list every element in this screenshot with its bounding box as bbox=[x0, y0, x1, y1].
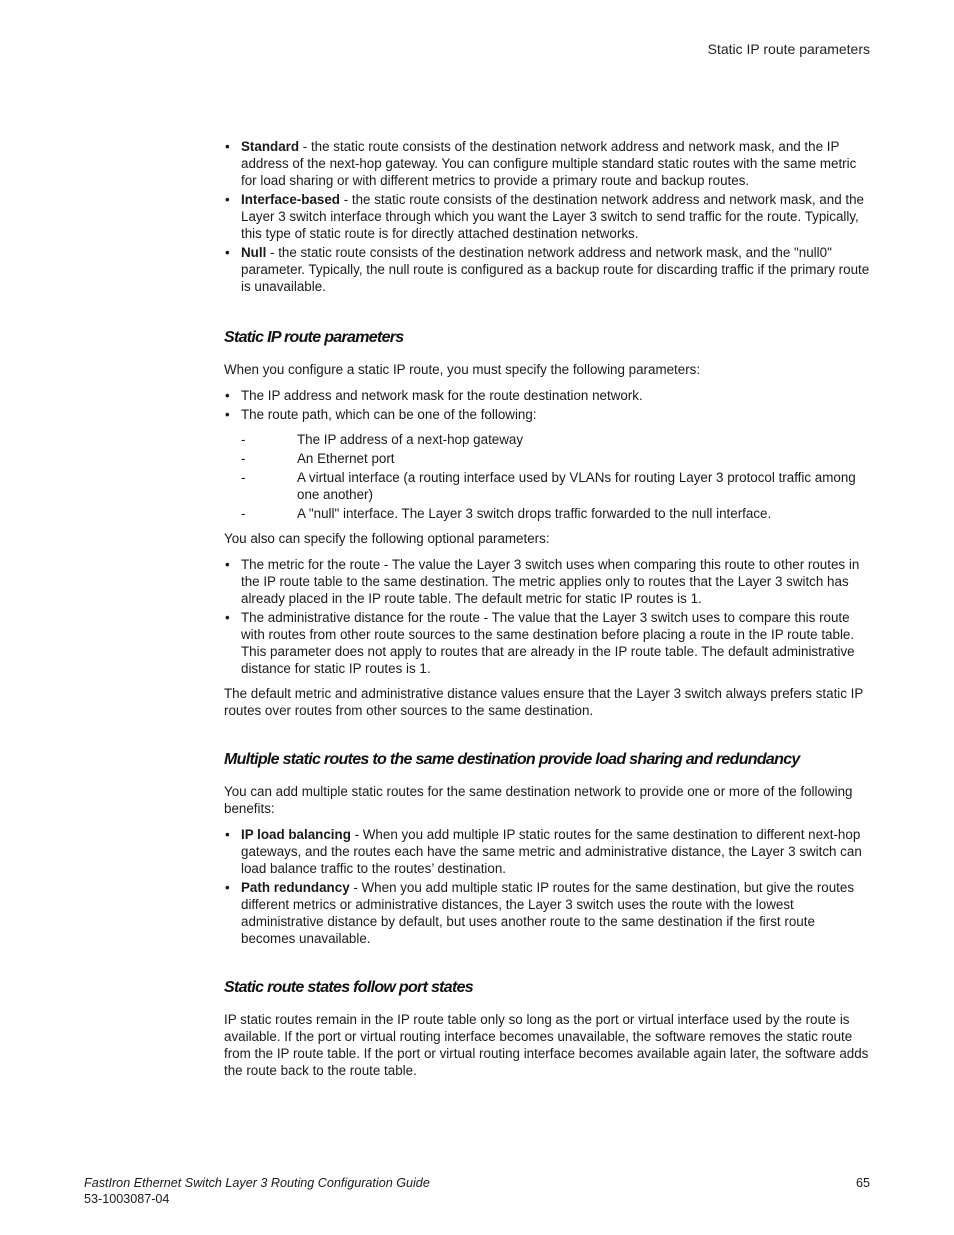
definition: - the static route consists of the destination network address and network mask, and the IP address of the next-hop gateway. You can configure multiple standard static routes with the same metric for load sharing or with different metrics to provide a primary route and backup routes. bbox=[241, 139, 857, 188]
paragraph: You can add multiple static routes for the same destination network to provide one or more of the following benefits: bbox=[224, 784, 853, 816]
footer-doc-info bbox=[84, 1175, 430, 1207]
list-item: - An Ethernet port bbox=[224, 450, 870, 467]
list-item: • The administrative distance for the route - The value that the Layer 3 switch uses to compare this route with routes from other route sources to the same destination before placing a route in the IP route table. This parameter does not apply to routes that are already in the IP route table. The default administrative distance for static IP routes is 1. bbox=[224, 609, 870, 677]
term: IP load balancing bbox=[241, 827, 351, 842]
params-list bbox=[224, 387, 870, 423]
paragraph: IP static routes remain in the IP route table only so long as the port or virtual interface used by the route is available. If the port or virtual routing interface becomes unavailable, the software removes the static route from the IP route table. If the port or virtual routing interface becomes available again later, the software adds the route back to the route table. bbox=[224, 1012, 869, 1078]
definition: - When you add multiple IP static routes for the same destination to different next-hop gateways, and the routes each have the same metric and administrative distance, the Layer 3 switch can load balance traffic to the routes’ destination. bbox=[241, 827, 862, 876]
section-heading: Static IP route parameters bbox=[224, 329, 404, 346]
optional-params-list bbox=[224, 556, 870, 677]
running-header: Static IP route parameters bbox=[707, 41, 870, 57]
footer-doc-number: 53-1003087-04 bbox=[84, 1192, 170, 1206]
list-item bbox=[224, 879, 870, 947]
path-options-list bbox=[224, 431, 870, 522]
term: Path redundancy bbox=[241, 880, 350, 895]
footer-doc-title: FastIron Ethernet Switch Layer 3 Routing Configuration Guide bbox=[84, 1176, 430, 1190]
definition: - the static route consists of the destination network address and network mask, and the Layer 3 switch interface through which you want the Layer 3 switch to send traffic for the route. Typically, this type of static route is for directly attached destination networks. bbox=[241, 192, 864, 241]
page-content bbox=[224, 138, 870, 1079]
list-item: • The route path, which can be one of the following: bbox=[224, 406, 870, 423]
list-item: • The IP address and network mask for the route destination network. bbox=[224, 387, 870, 404]
page-number: 65 bbox=[855, 1176, 870, 1190]
list-item bbox=[224, 826, 870, 877]
section-heading: Multiple static routes to the same destination provide load sharing and redundancy bbox=[224, 751, 800, 768]
paragraph: When you configure a static IP route, you must specify the following parameters: bbox=[224, 362, 701, 377]
paragraph: The default metric and administrative distance values ensure that the Layer 3 switch always prefers static IP routes over routes from other sources to the same destination. bbox=[224, 686, 864, 718]
paragraph: You also can specify the following optional parameters: bbox=[224, 531, 550, 546]
term: Standard bbox=[241, 139, 300, 154]
definition: - When you add multiple static IP routes for the same destination, but give the routes different metrics or administrative distances, the Layer 3 switch uses the route with the lowest administrative distance by default, but uses another route to the same destination if the first route becomes unavailable. bbox=[241, 880, 855, 946]
list-item: - A virtual interface (a routing interface used by VLANs for routing Layer 3 protocol traffic among one another) bbox=[224, 469, 870, 503]
definition: - the static route consists of the destination network address and network mask, and the "null0" parameter. Typically, the null route is configured as a backup route for discarding traffic if the primary route is unavailable. bbox=[241, 245, 870, 294]
term: Null bbox=[241, 245, 267, 260]
list-item bbox=[224, 138, 870, 189]
list-item: • The metric for the route - The value the Layer 3 switch uses when comparing this route to other routes in the IP route table to the same destination. The metric applies only to routes that the Layer 3 switch has already placed in the IP route table. The default metric for static IP routes is 1. bbox=[224, 556, 870, 607]
list-item: - A "null" interface. The Layer 3 switch drops traffic forwarded to the null interface. bbox=[224, 505, 870, 522]
section-heading: Static route states follow port states bbox=[224, 979, 474, 996]
term: Interface-based bbox=[241, 192, 340, 207]
list-item: - The IP address of a next-hop gateway bbox=[224, 431, 870, 448]
benefits-list bbox=[224, 826, 870, 947]
route-types-list bbox=[224, 138, 870, 295]
list-item bbox=[224, 191, 870, 242]
list-item bbox=[224, 244, 870, 295]
